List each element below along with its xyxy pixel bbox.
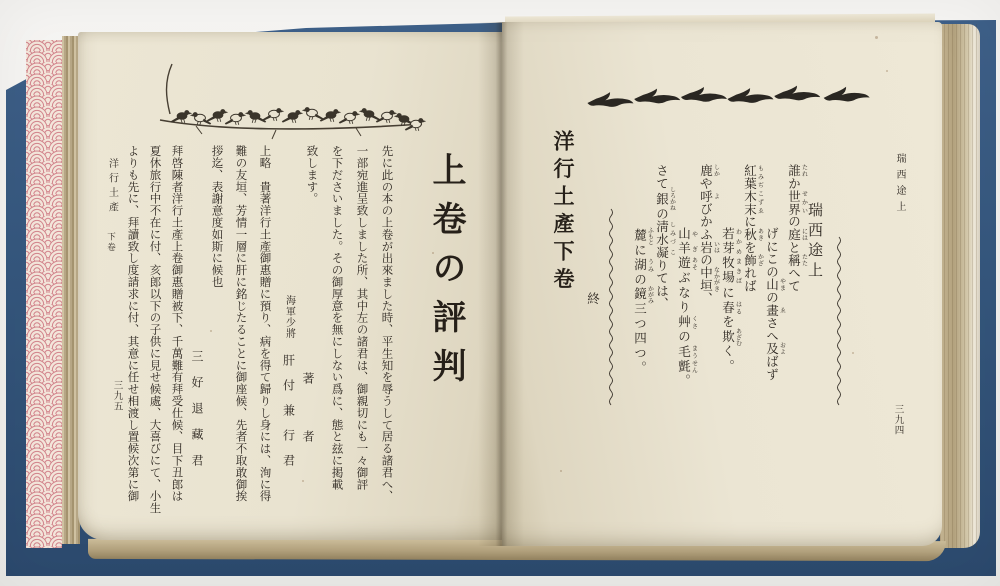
reviewer1-name-column [282,295,295,479]
end-mark: 終 [585,292,600,305]
left-running-title [105,158,117,253]
perched-sparrows-illustration [156,58,426,150]
review1-column-1: 上略 貴著洋行土產御惠贈に預り、病を得て歸りし身には、洵に得 [258,145,271,502]
foxing-speck [852,352,854,354]
review2-column-1: 拜啓陳者洋行土產上卷御惠贈被下、千萬難有拜受仕候、目下丑郎は [170,145,183,502]
poem-line: 若芽 わかめ牧場 まきばに春 はるを欺 あざむく。 [720,227,741,375]
running-title-text: 洋行土產 [106,158,118,216]
seigaiha-pattern-graphic [26,40,62,548]
poem-line: 誰 たれか世界 せかいの庭 にはと稱 たたへて [786,164,807,293]
flying-geese-illustration [586,74,872,122]
reviewer1-rank: 海軍少將 [283,295,295,339]
foxing-speck [302,480,304,482]
left-page-title: 上卷の評判 [427,152,464,397]
right-running-head: 瑞西途上 [894,153,905,217]
poem-line: さて銀 しろかねの淸水 しみづ凝 こりては、 [654,164,675,311]
review2-column-3: よりも先に、拜讀致し度請求に付、其意に任せ相渡し置候次第に御 [126,145,139,502]
intro-column-2: 一部宛進呈致しました所、其中左の諸君は、御親切にも一々御評 [355,145,368,491]
endpaper-wave-pattern [26,40,62,548]
poem-line: 山羊 やぎ遊 あそぶなり艸 くさの毛氈 まうせん。 [676,227,697,389]
foxing-speck [886,70,888,72]
poem-line: 紅葉 もみぢ木末 こずゑに秋 あきを飾 かざれば [742,164,763,293]
zigzag-rule-left [606,208,616,408]
poem-title: 瑞西途上 [806,202,822,282]
running-title-volume: 下卷 [106,232,117,254]
foxing-speck [210,330,212,332]
closing-volume-title: 洋行土產下卷 [551,130,575,295]
intro-column-4: 致します。 [305,145,318,205]
foxing-speck [432,252,434,254]
review2-column-2: 夏休旅行中不在に付、亥郎以下の子供に見せ候處、大喜びにて、小生 [148,145,161,514]
poem-line: 麓 ふもとに湖 うみの鏡 かがみ三つ四つ。 [632,227,653,376]
review1-column-3: 拶迄、表謝意度如斯に候也 [210,145,223,288]
zigzag-rule-right [834,236,844,408]
author-signature: 著 者 [301,372,315,459]
reviewer2-name-column: 三好退藏君 [190,350,204,480]
foxing-speck [875,36,878,39]
poem-line: 鹿 しかや呼 よびかふ岩 いはの中垣 なかがき、 [698,164,719,305]
intro-column-3: を下ださいました。その御厚意を無にしない爲に、態と玆に掲載 [330,145,343,491]
foxing-speck [700,182,702,184]
reviewer1-name: 肝付兼行君 [281,354,296,480]
right-page-number: 三九四 [892,404,903,436]
poem-line: げにこの山 やまの畫 ゑさへ及 およばず [764,227,785,381]
foxing-speck [560,470,562,472]
review1-column-2: 難の友垣、芳情一層に肝に銘じたることに御座候、先者不取敢御挨 [234,145,247,502]
page-edges-right [940,24,980,548]
intro-column-1: 先に此の本の上卷が出來ました時、平生知を辱うして居る諸君へ、 [380,145,393,502]
left-page-number: 三九五 [111,380,122,412]
